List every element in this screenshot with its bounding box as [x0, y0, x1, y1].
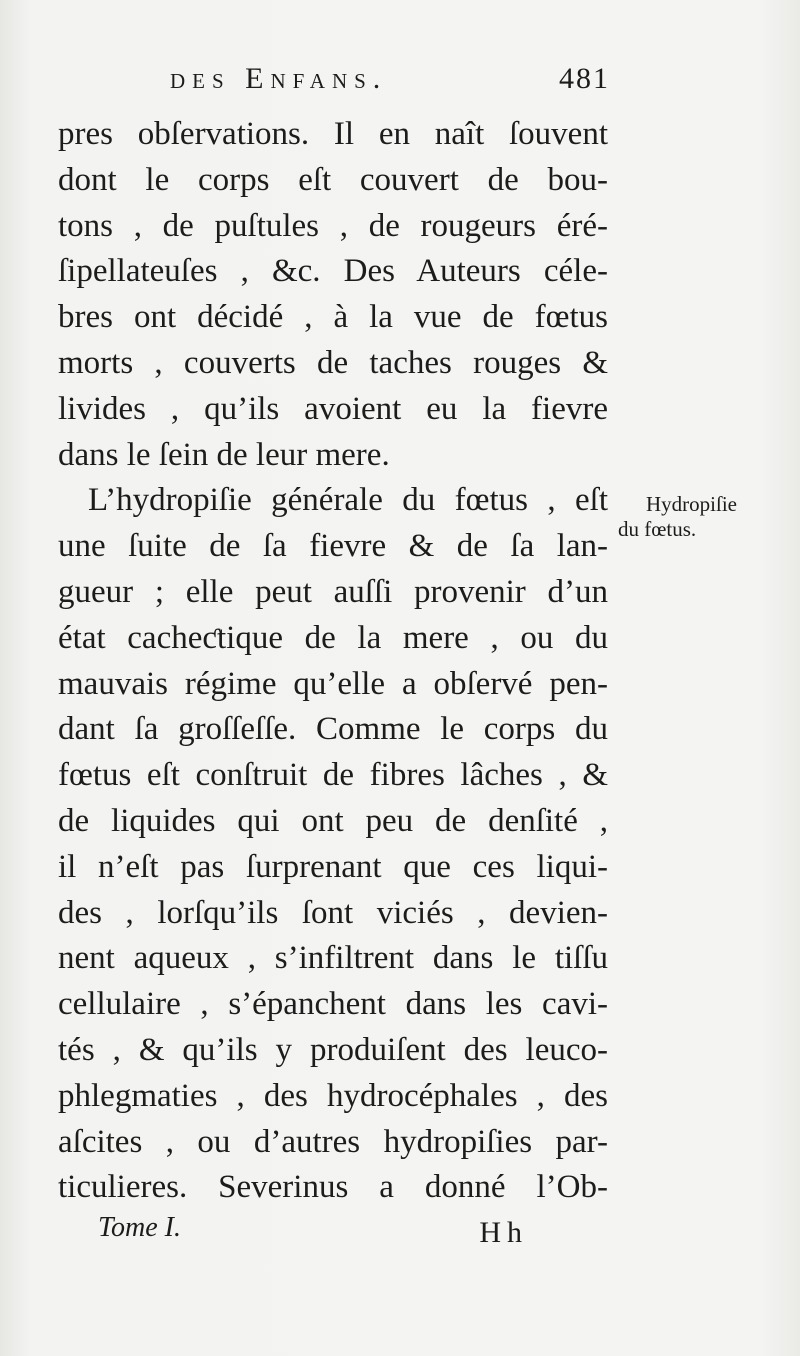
text-line: pres obſervations. Il en naît ſouvent	[58, 116, 608, 152]
text-line: état cacheƈtique de la mere , ou du	[58, 619, 608, 656]
running-head	[170, 62, 610, 102]
text-line: gueur ; elle peut auſſi provenir d’un	[58, 573, 608, 610]
text-line: tons , de puſtules , de rougeurs éré-	[58, 207, 608, 244]
text-line: dant ſa groſſeſſe. Comme le corps du	[58, 711, 608, 748]
text-line: mauvais régime qu’elle a obſervé pen-	[58, 665, 608, 702]
text-line: dans le ſein de leur mere.	[58, 436, 390, 473]
text-line: il n’eſt pas ſurprenant que ces liqui-	[58, 848, 608, 885]
page-footer	[98, 1212, 528, 1252]
text-line: aſcites , ou d’autres hydropiſies par-	[58, 1123, 608, 1160]
volume-label: Tome I.	[98, 1212, 181, 1243]
text-line: bres ont décidé , à la vue de fœtus	[58, 299, 608, 336]
text-line: phlegmaties , des hydrocéphales , des	[58, 1077, 608, 1114]
text-line: tés , & qu’ils y produiſent des leuco-	[58, 1031, 608, 1068]
text-line: morts , couverts de taches rouges &	[58, 344, 608, 381]
text-line: fœtus eſt conſtruit de fibres lâches , &	[58, 757, 608, 794]
text-line: cellulaire , s’épanchent dans les cavi-	[58, 986, 608, 1023]
text-line: des , lorſqu’ils ſont viciés , devien-	[58, 894, 608, 931]
text-line: livides , qu’ils avoient eu la fievre	[58, 390, 608, 427]
margin-note-line: du fœtus.	[618, 517, 697, 541]
text-line: de liquides qui ont peu de denſité ,	[58, 802, 608, 839]
text-line: ſipellateuſes , &c. Des Auteurs céle-	[58, 253, 608, 290]
margin-note-line: Hydropiſie	[646, 492, 737, 516]
paragraph-start-line: L’hydropiſie générale du fœtus , eſt	[88, 482, 608, 519]
body-text	[58, 112, 608, 1211]
text-line: une ſuite de ſa fievre & de ſa lan-	[58, 528, 608, 565]
text-line: nent aqueux , s’infiltrent dans le tiſſu	[58, 940, 608, 977]
margin-note	[618, 492, 778, 542]
text-line: ticulieres. Severinus a donné l’Ob-	[58, 1169, 608, 1206]
text-line: dont le corps eſt couvert de bou-	[58, 161, 608, 198]
running-title: des Enfans.	[170, 62, 388, 95]
page-number: 481	[559, 62, 610, 95]
signature-mark: Hh	[479, 1216, 528, 1249]
